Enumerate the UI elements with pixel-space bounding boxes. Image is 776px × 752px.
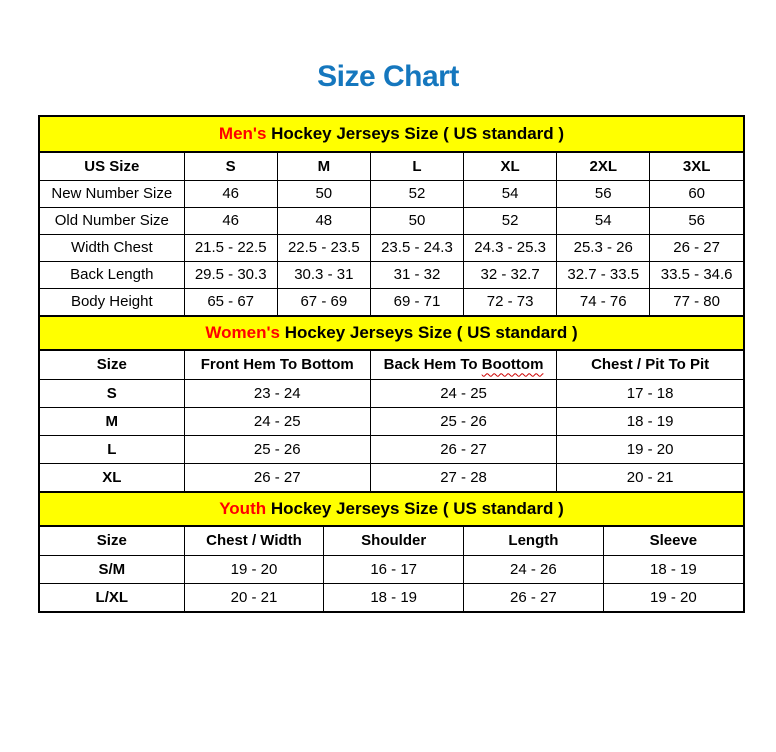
size-value: 20 - 21 <box>557 463 743 491</box>
size-value: 17 - 18 <box>557 379 743 407</box>
size-value: 26 - 27 <box>464 583 604 611</box>
size-row <box>40 555 743 583</box>
size-value: 26 - 27 <box>650 234 743 261</box>
size-value: 74 - 76 <box>557 288 650 315</box>
size-value: 19 - 20 <box>603 583 743 611</box>
youth-header-row <box>40 527 743 555</box>
band-highlight-word: Youth <box>219 499 267 518</box>
size-value: 54 <box>464 180 557 207</box>
row-label: Body Height <box>40 288 184 315</box>
womens-header-row <box>40 351 743 379</box>
size-value: 46 <box>184 207 277 234</box>
row-label: L <box>40 435 184 463</box>
mens-table <box>40 153 743 315</box>
size-value: 18 - 19 <box>557 407 743 435</box>
size-row <box>40 407 743 435</box>
size-value: 24 - 26 <box>464 555 604 583</box>
size-row <box>40 463 743 491</box>
size-value: 50 <box>277 180 370 207</box>
size-value: 23.5 - 24.3 <box>370 234 463 261</box>
size-row <box>40 583 743 611</box>
youth-table <box>40 527 743 611</box>
column-header: 3XL <box>650 153 743 180</box>
row-label: XL <box>40 463 184 491</box>
column-header: US Size <box>40 153 184 180</box>
size-row <box>40 379 743 407</box>
size-row <box>40 435 743 463</box>
size-value: 29.5 - 30.3 <box>184 261 277 288</box>
mens-size-section <box>40 117 743 315</box>
column-header: Chest / Pit To Pit <box>557 351 743 379</box>
size-value: 18 - 19 <box>324 583 464 611</box>
band-rest-text: Hockey Jerseys Size ( US standard ) <box>266 499 564 518</box>
size-value: 21.5 - 22.5 <box>184 234 277 261</box>
band-highlight-word: Women's <box>205 323 280 342</box>
band-rest-text: Hockey Jerseys Size ( US standard ) <box>266 124 565 143</box>
size-value: 77 - 80 <box>650 288 743 315</box>
column-header: 2XL <box>557 153 650 180</box>
size-value: 18 - 19 <box>603 555 743 583</box>
column-header: XL <box>464 153 557 180</box>
size-value: 32 - 32.7 <box>464 261 557 288</box>
size-value: 65 - 67 <box>184 288 277 315</box>
column-header: Size <box>40 527 184 555</box>
row-label: Old Number Size <box>40 207 184 234</box>
size-value: 52 <box>370 180 463 207</box>
womens-size-section <box>40 315 743 491</box>
mens-band-header <box>40 117 743 153</box>
size-value: 31 - 32 <box>370 261 463 288</box>
size-value: 23 - 24 <box>184 379 370 407</box>
size-value: 26 - 27 <box>370 435 556 463</box>
size-value: 24 - 25 <box>370 379 556 407</box>
size-value: 26 - 27 <box>184 463 370 491</box>
size-value: 20 - 21 <box>184 583 324 611</box>
misspelled-word: Boottom <box>481 356 544 374</box>
page-title: Size Chart <box>317 60 459 93</box>
band-rest-text: Hockey Jerseys Size ( US standard ) <box>279 323 578 342</box>
size-row <box>40 234 743 261</box>
size-row <box>40 288 743 315</box>
row-label: New Number Size <box>40 180 184 207</box>
row-label: L/XL <box>40 583 184 611</box>
column-header: Sleeve <box>603 527 743 555</box>
youth-size-section <box>40 491 743 611</box>
column-header: Front Hem To Bottom <box>184 351 370 379</box>
size-value: 60 <box>650 180 743 207</box>
size-row <box>40 180 743 207</box>
row-label: Back Length <box>40 261 184 288</box>
youth-band-header <box>40 491 743 527</box>
size-value: 52 <box>464 207 557 234</box>
column-header: Length <box>464 527 604 555</box>
mens-header-row <box>40 153 743 180</box>
size-value: 25 - 26 <box>370 407 556 435</box>
band-highlight-word: Men's <box>218 124 267 143</box>
size-value: 24.3 - 25.3 <box>464 234 557 261</box>
size-value: 46 <box>184 180 277 207</box>
size-value: 30.3 - 31 <box>277 261 370 288</box>
size-value: 33.5 - 34.6 <box>650 261 743 288</box>
size-value: 56 <box>650 207 743 234</box>
column-header: M <box>277 153 370 180</box>
size-value: 67 - 69 <box>277 288 370 315</box>
size-value: 19 - 20 <box>184 555 324 583</box>
size-value: 24 - 25 <box>184 407 370 435</box>
size-chart-container <box>38 115 745 613</box>
size-value: 19 - 20 <box>557 435 743 463</box>
size-value: 72 - 73 <box>464 288 557 315</box>
row-label: S/M <box>40 555 184 583</box>
size-value: 50 <box>370 207 463 234</box>
size-value: 54 <box>557 207 650 234</box>
size-value: 69 - 71 <box>370 288 463 315</box>
size-value: 16 - 17 <box>324 555 464 583</box>
column-header: Chest / Width <box>184 527 324 555</box>
row-label: M <box>40 407 184 435</box>
size-chart-page <box>0 60 776 613</box>
column-header: Shoulder <box>324 527 464 555</box>
size-row <box>40 261 743 288</box>
size-value: 32.7 - 33.5 <box>557 261 650 288</box>
size-value: 27 - 28 <box>370 463 556 491</box>
column-header: Back Hem To Boottom <box>370 351 556 379</box>
row-label: Width Chest <box>40 234 184 261</box>
size-value: 25.3 - 26 <box>557 234 650 261</box>
size-value: 56 <box>557 180 650 207</box>
size-value: 22.5 - 23.5 <box>277 234 370 261</box>
size-row <box>40 207 743 234</box>
column-header: Size <box>40 351 184 379</box>
womens-table <box>40 351 743 491</box>
column-header: S <box>184 153 277 180</box>
column-header: L <box>370 153 463 180</box>
womens-band-header <box>40 315 743 351</box>
size-value: 25 - 26 <box>184 435 370 463</box>
row-label: S <box>40 379 184 407</box>
size-value: 48 <box>277 207 370 234</box>
